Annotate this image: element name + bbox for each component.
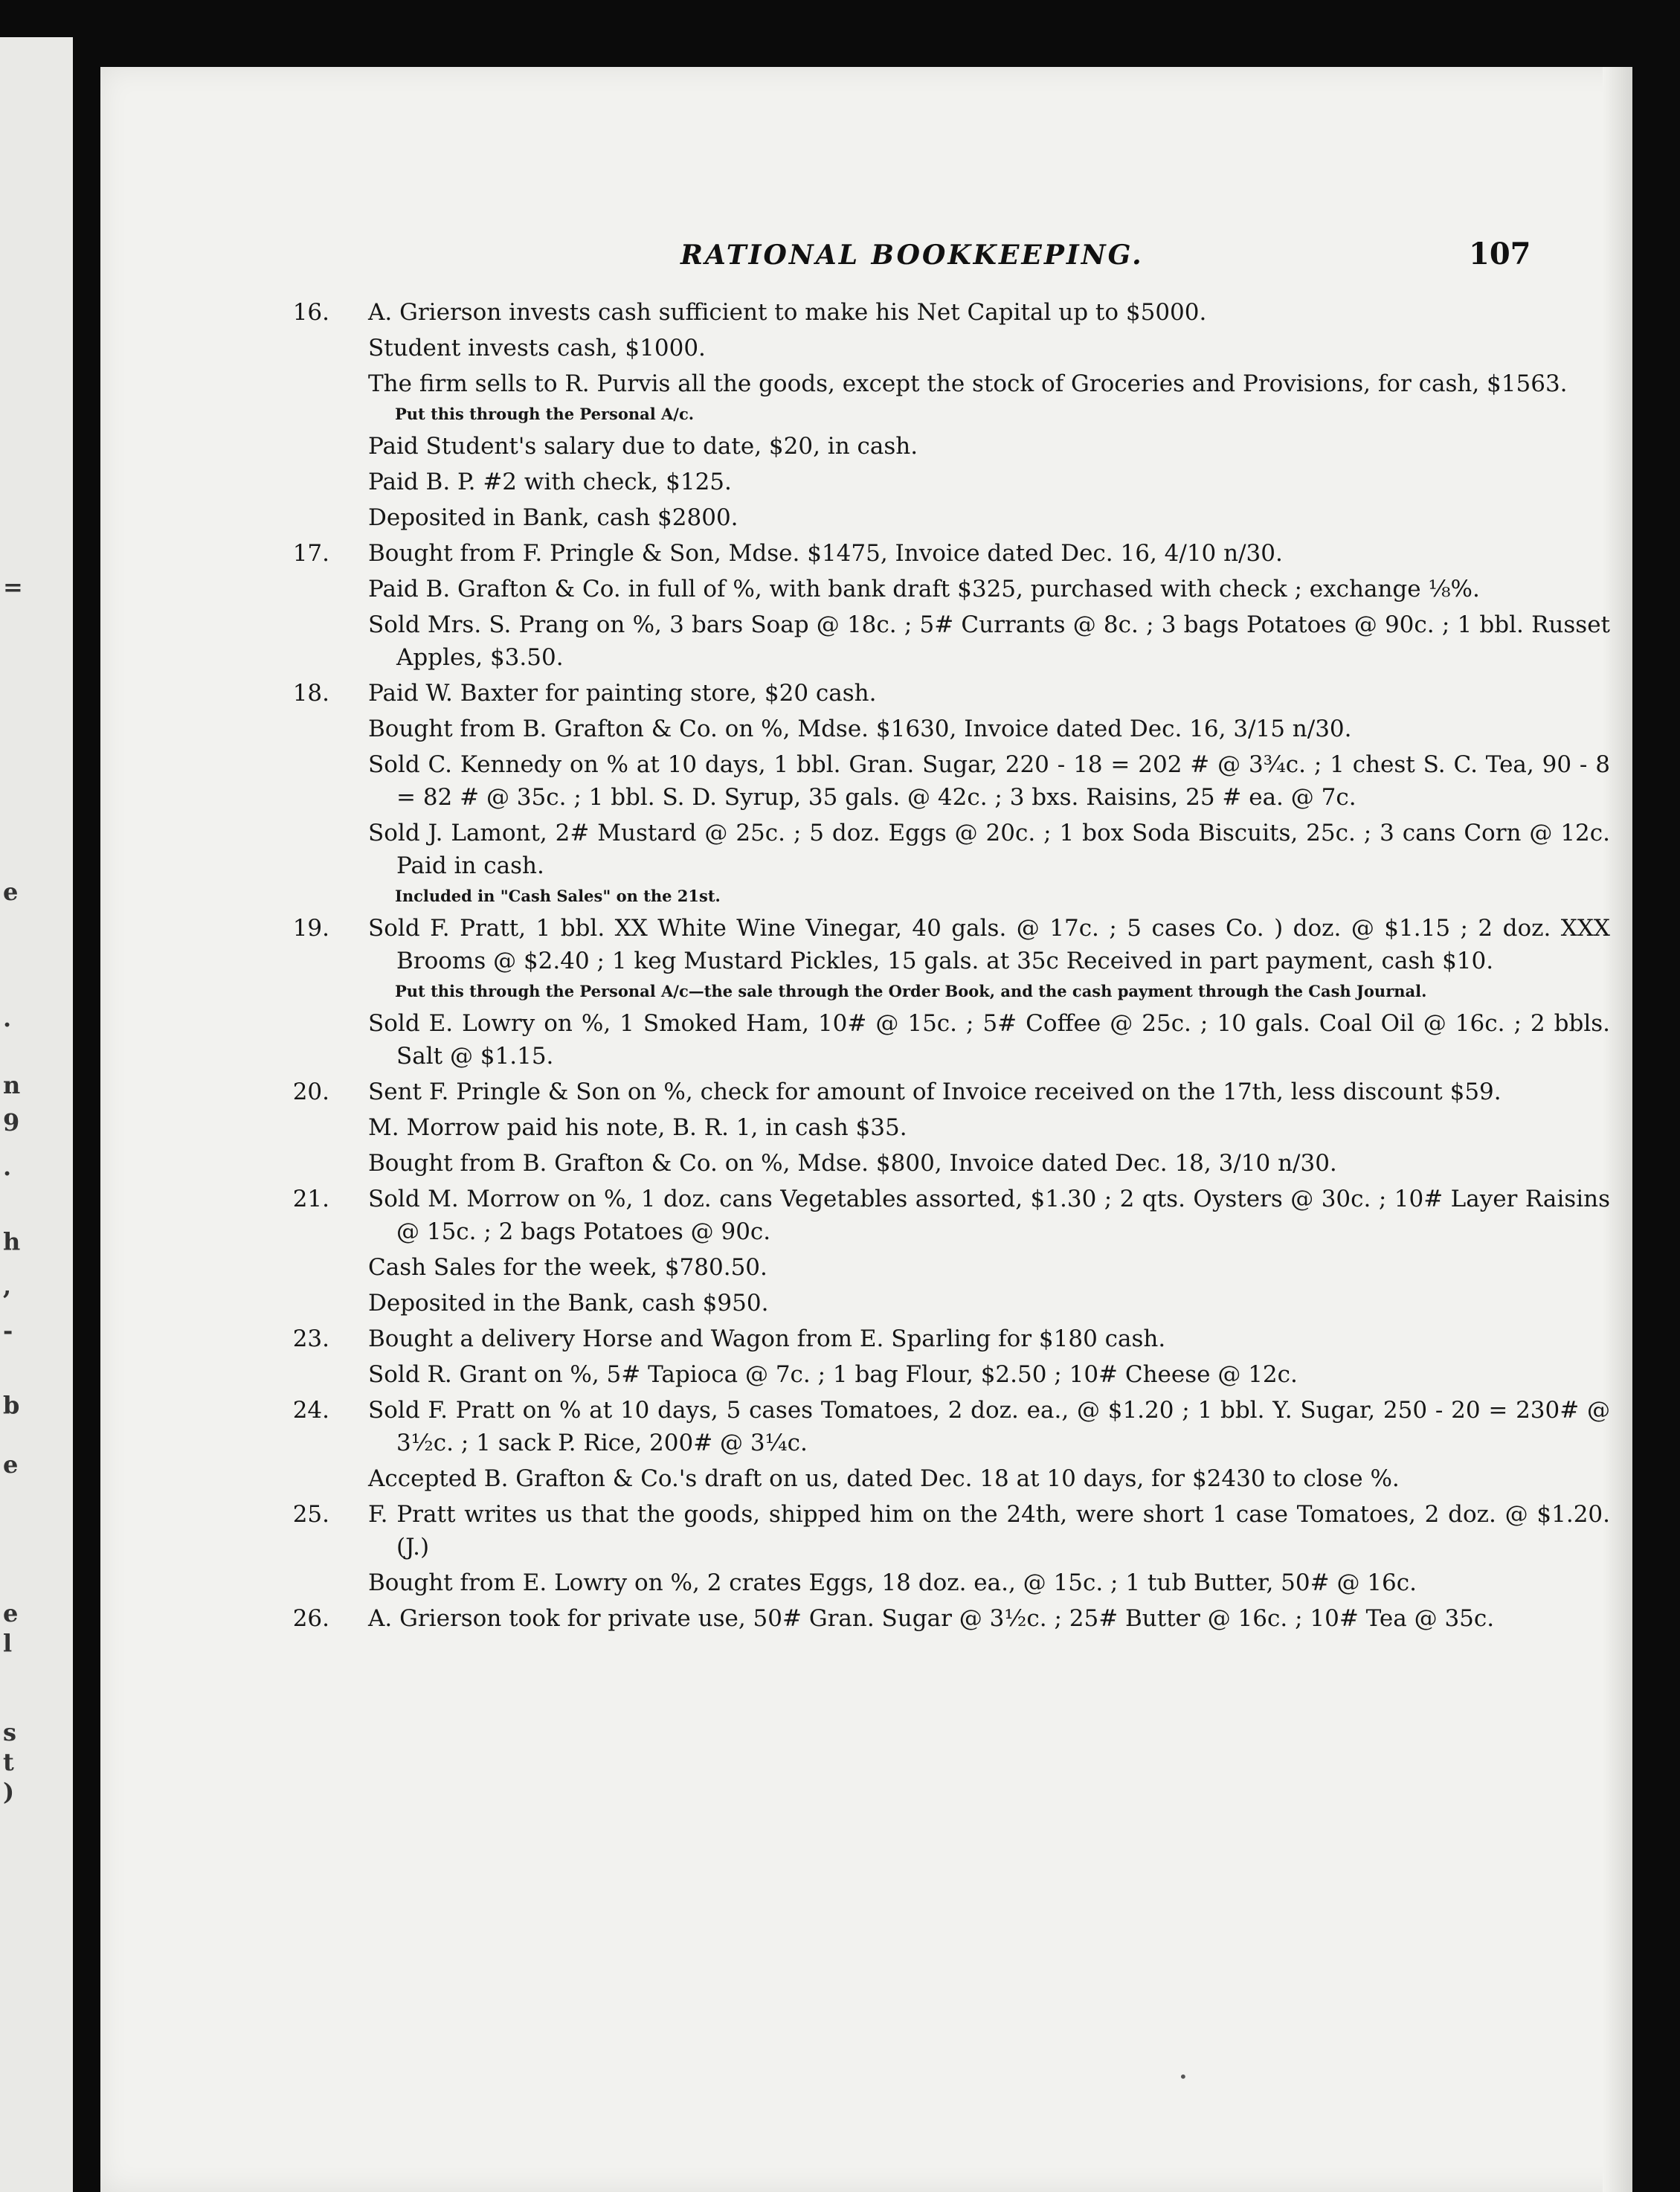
journal-entries [292,296,1610,1638]
entry-note: Put this through the Personal A/c—the sale through the Order Book, and the cash payment through the Cash Journal. [395,982,1427,1000]
adjacent-page-glyph: - [3,1317,13,1345]
entry-item: Paid B. Grafton & Co. in full of %, with bank draft $325, purchased with check ; exchange ⅛%. [368,576,1480,602]
entry-item: Paid Student's salary due to date, $20, in cash. [368,433,918,460]
adjacent-page-glyph: = [3,573,23,601]
entry-item: Paid B. P. #2 with check, $125. [368,469,732,495]
entry-date: 25. [292,1501,329,1528]
adjacent-page-sliver [0,37,73,2192]
journal-entry [292,1076,1610,1180]
entry-item: Student invests cash, $1000. [368,335,706,361]
entry-item: Accepted B. Grafton & Co.'s draft on us, dated Dec. 18 at 10 days, for $2430 to close %. [368,1465,1400,1492]
entry-date: 19. [292,915,329,942]
adjacent-page-glyph: t [3,1748,14,1776]
entry-item: Deposited in Bank, cash $2800. [368,504,738,531]
entry-date: 16. [292,299,329,326]
adjacent-page-glyph: , [3,1272,12,1300]
entry-date: 24. [292,1397,329,1424]
entry-item: Bought a delivery Horse and Wagon from E. Sparling for $180 cash. [368,1325,1166,1352]
entry-item: Sold M. Morrow on %, 1 doz. cans Vegetables assorted, $1.30 ; 2 qts. Oysters @ 30c. ; 10# Layer Raisins @ 15c. ; 2 bags Potatoes @ 90c. [368,1186,1610,1245]
journal-entry [292,677,1610,907]
journal-entry [292,296,1610,534]
running-title: RATIONAL BOOKKEEPING. [680,240,1144,271]
entry-item: A. Grierson took for private use, 50# Gran. Sugar @ 3½c. ; 25# Butter @ 16c. ; 10# Tea @ 35c. [368,1605,1495,1632]
journal-entry [292,1602,1610,1635]
adjacent-page-glyph: ) [3,1778,15,1806]
entry-date: 21. [292,1186,329,1212]
entry-item: M. Morrow paid his note, B. R. 1, in cash $35. [368,1114,907,1141]
journal-entry [292,1394,1610,1495]
journal-entry [292,1498,1610,1599]
entry-item: Bought from B. Grafton & Co. on %, Mdse. $800, Invoice dated Dec. 18, 3/10 n/30. [368,1150,1337,1177]
book-page [100,67,1632,2192]
adjacent-page-glyph: . [3,1153,12,1181]
entry-date: 18. [292,680,329,707]
page-number: 107 [1469,237,1531,271]
entry-date: 23. [292,1325,329,1352]
adjacent-page-glyph: 9 [3,1108,20,1137]
journal-entry [292,912,1610,1073]
entry-item: Sold F. Pratt, 1 bbl. XX White Wine Vinegar, 40 gals. @ 17c. ; 5 cases Co. ) doz. @ $1.15 ; 2 doz. XXX Brooms @ $2.40 ; 1 keg Mustard Pickles, 15 gals. at 35c Received in part payment, cash $10. [368,915,1610,974]
entry-date: 20. [292,1079,329,1105]
entry-item: Sold F. Pratt on % at 10 days, 5 cases Tomatoes, 2 doz. ea., @ $1.20 ; 1 bbl. Y. Sugar, 250 - 20 = 230# @ 3½c. ; 1 sack P. Rice, 200# @ 3¼c. [368,1397,1610,1456]
entry-item: Sold J. Lamont, 2# Mustard @ 25c. ; 5 doz. Eggs @ 20c. ; 1 box Soda Biscuits, 25c. ; 3 cans Corn @ 12c. Paid in cash. [368,820,1610,879]
journal-entry [292,1183,1610,1320]
entry-item: Deposited in the Bank, cash $950. [368,1290,769,1317]
journal-entry [292,537,1610,674]
entry-item: A. Grierson invests cash sufficient to make his Net Capital up to $5000. [368,299,1207,326]
entry-note: Included in "Cash Sales" on the 21st. [395,887,721,905]
adjacent-page-glyph: e [3,1599,19,1627]
entry-item: Sold R. Grant on %, 5# Tapioca @ 7c. ; 1 bag Flour, $2.50 ; 10# Cheese @ 12c. [368,1361,1298,1388]
entry-item: Paid W. Baxter for painting store, $20 cash. [368,680,877,707]
entry-item: Cash Sales for the week, $780.50. [368,1254,767,1281]
entry-item: The firm sells to R. Purvis all the goods, except the stock of Groceries and Provisions, for cash, $1563. [368,370,1568,397]
stray-mark: • [1179,2068,1188,2086]
entry-item: Bought from B. Grafton & Co. on %, Mdse. $1630, Invoice dated Dec. 16, 3/15 n/30. [368,716,1352,742]
adjacent-page-glyph: h [3,1227,21,1256]
entry-note: Put this through the Personal A/c. [395,405,695,423]
adjacent-page-glyph: e [3,878,19,906]
entry-item: Sold E. Lowry on %, 1 Smoked Ham, 10# @ 15c. ; 5# Coffee @ 25c. ; 10 gals. Coal Oil @ 16c. ; 2 bbls. Salt @ $1.15. [368,1010,1610,1070]
adjacent-page-glyph: . [3,1004,12,1032]
adjacent-page-glyph: n [3,1071,21,1099]
adjacent-page-glyph: e [3,1450,19,1479]
entry-item: Sent F. Pringle & Son on %, check for amount of Invoice received on the 17th, less discount $59. [368,1079,1502,1105]
journal-entry [292,1322,1610,1391]
entry-item: F. Pratt writes us that the goods, shipped him on the 24th, were short 1 case Tomatoes, 2 doz. @ $1.20. (J.) [368,1501,1610,1561]
entry-item: Sold C. Kennedy on % at 10 days, 1 bbl. Gran. Sugar, 220 - 18 = 202 # @ 3¾c. ; 1 chest S. C. Tea, 90 - 8 = 82 # @ 35c. ; 1 bbl. S. D. Syrup, 35 gals. @ 42c. ; 3 bxs. Raisins, 25 # ea. @ 7c. [368,751,1610,811]
adjacent-page-glyph: l [3,1629,13,1657]
adjacent-page-glyph: b [3,1391,20,1419]
entry-item: Bought from F. Pringle & Son, Mdse. $1475, Invoice dated Dec. 16, 4/10 n/30. [368,540,1283,567]
entry-item: Sold Mrs. S. Prang on %, 3 bars Soap @ 18c. ; 5# Currants @ 8c. ; 3 bags Potatoes @ 90c. ; 1 bbl. Russet Apples, $3.50. [368,611,1610,671]
entry-date: 26. [292,1605,329,1632]
entry-item: Bought from E. Lowry on %, 2 crates Eggs, 18 doz. ea., @ 15c. ; 1 tub Butter, 50# @ 16c. [368,1569,1417,1596]
entry-date: 17. [292,540,329,567]
adjacent-page-glyph: s [3,1718,17,1746]
